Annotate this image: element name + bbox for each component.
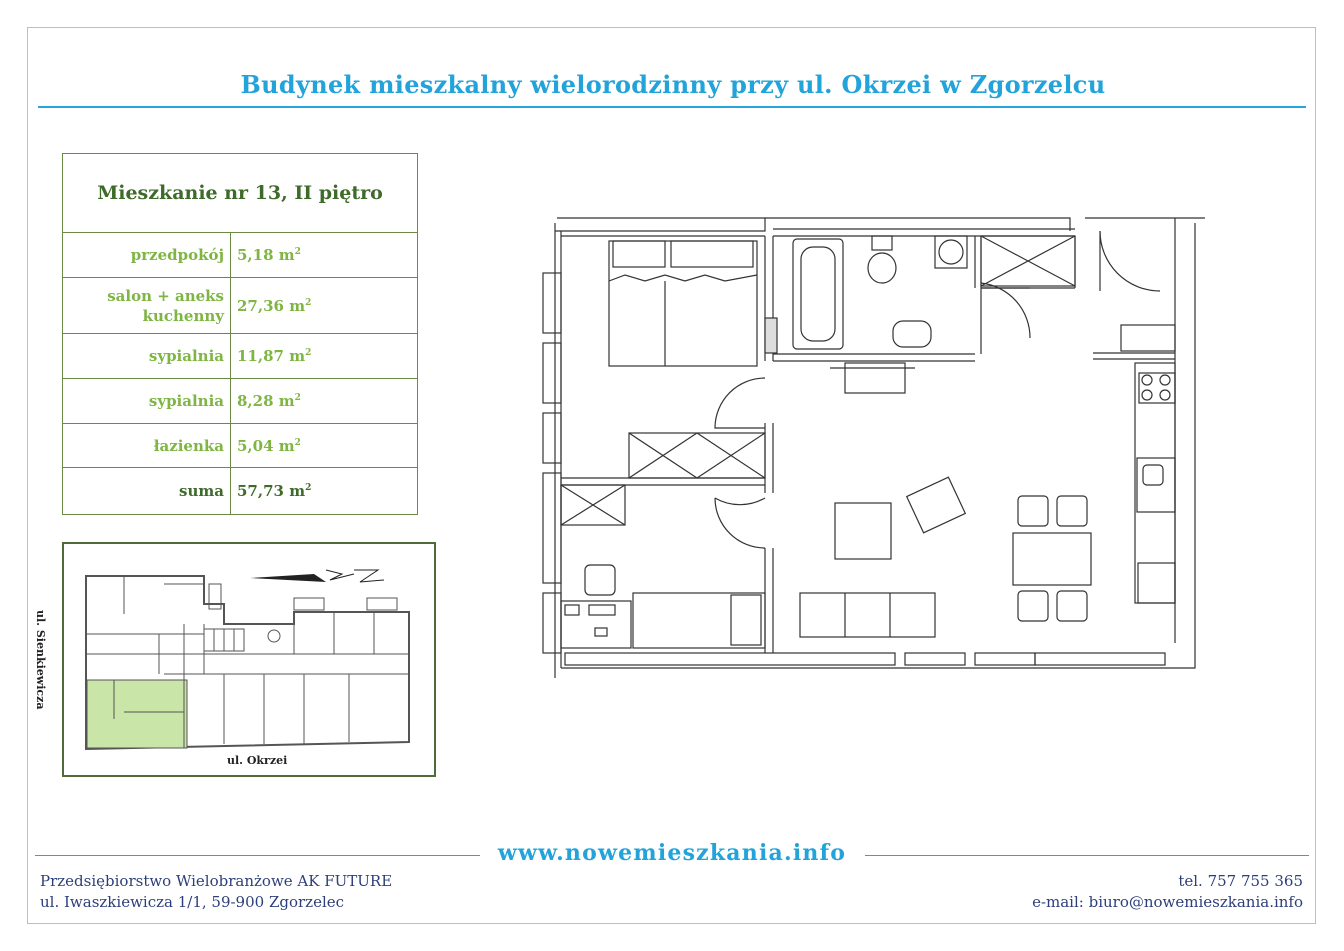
sofa: [800, 593, 935, 637]
area-table: [62, 153, 418, 515]
company-address: ul. Iwaszkiewicza 1/1, 59-900 Zgorzelec: [40, 893, 345, 911]
double-bed: [609, 241, 757, 366]
room-label: salon + aneks kuchenny: [63, 278, 231, 334]
room-label: przedpokój: [63, 233, 231, 278]
single-bed: [633, 593, 765, 648]
room-label: sypialnia: [63, 334, 231, 379]
room-area: 11,87 $m^2$: [231, 334, 418, 379]
area-table-header: [63, 154, 418, 233]
room-area: 5,04 $m^2$: [231, 424, 418, 468]
toilet: [868, 253, 896, 283]
washbasin: [893, 321, 931, 347]
total-label: suma: [63, 468, 231, 515]
room-area: 8,28 $m^2$: [231, 379, 418, 424]
coffee-table: [835, 503, 891, 559]
apartment-heading: Mieszkanie nr 13, II piętro: [63, 154, 418, 233]
room-area: 27,36 $m^2$: [231, 278, 418, 334]
keyplan-apartment-highlight: [87, 680, 187, 748]
contact-info: [1032, 871, 1303, 913]
washing-machine: [935, 236, 967, 268]
north-arrow: [250, 570, 384, 582]
website-link[interactable]: www.nowemieszkania.info: [497, 840, 847, 866]
wardrobe-bedroom-1: [629, 433, 765, 478]
page-title: Budynek mieszkalny wielorodzinny przy ul. Okrzei w Zgorzelcu: [240, 70, 1106, 99]
street-label-sienkiewicza: ul. Sienkiewicza: [34, 610, 47, 710]
desk: [561, 601, 631, 648]
email-address[interactable]: e-mail: biuro@nowemieszkania.info: [1032, 893, 1303, 911]
table-row: [63, 233, 418, 278]
key-plan: [62, 542, 436, 777]
company-name: Przedsiębiorstwo Wielobranżowe AK FUTURE: [40, 872, 393, 890]
room-label: sypialnia: [63, 379, 231, 424]
dining-table: [1013, 533, 1091, 585]
table-row: [63, 424, 418, 468]
table-row: [63, 379, 418, 424]
floor-plan: [525, 213, 1205, 693]
key-plan-drawing: [64, 544, 434, 775]
room-area: 5,18 $m^2$: [231, 233, 418, 278]
total-row: [63, 468, 418, 515]
title-divider: [38, 106, 1306, 108]
street-label-okrzei: ul. Okrzei: [227, 754, 288, 767]
room-label: łazienka: [63, 424, 231, 468]
table-row: [63, 334, 418, 379]
table-row: [63, 278, 418, 334]
phone-number: tel. 757 755 365: [1178, 872, 1303, 890]
kitchen-counter: [1135, 363, 1175, 603]
armchair: [907, 477, 966, 533]
desk-chair: [585, 565, 615, 595]
company-info: [40, 871, 392, 913]
total-area: 57,73 $m^2$: [231, 468, 418, 515]
